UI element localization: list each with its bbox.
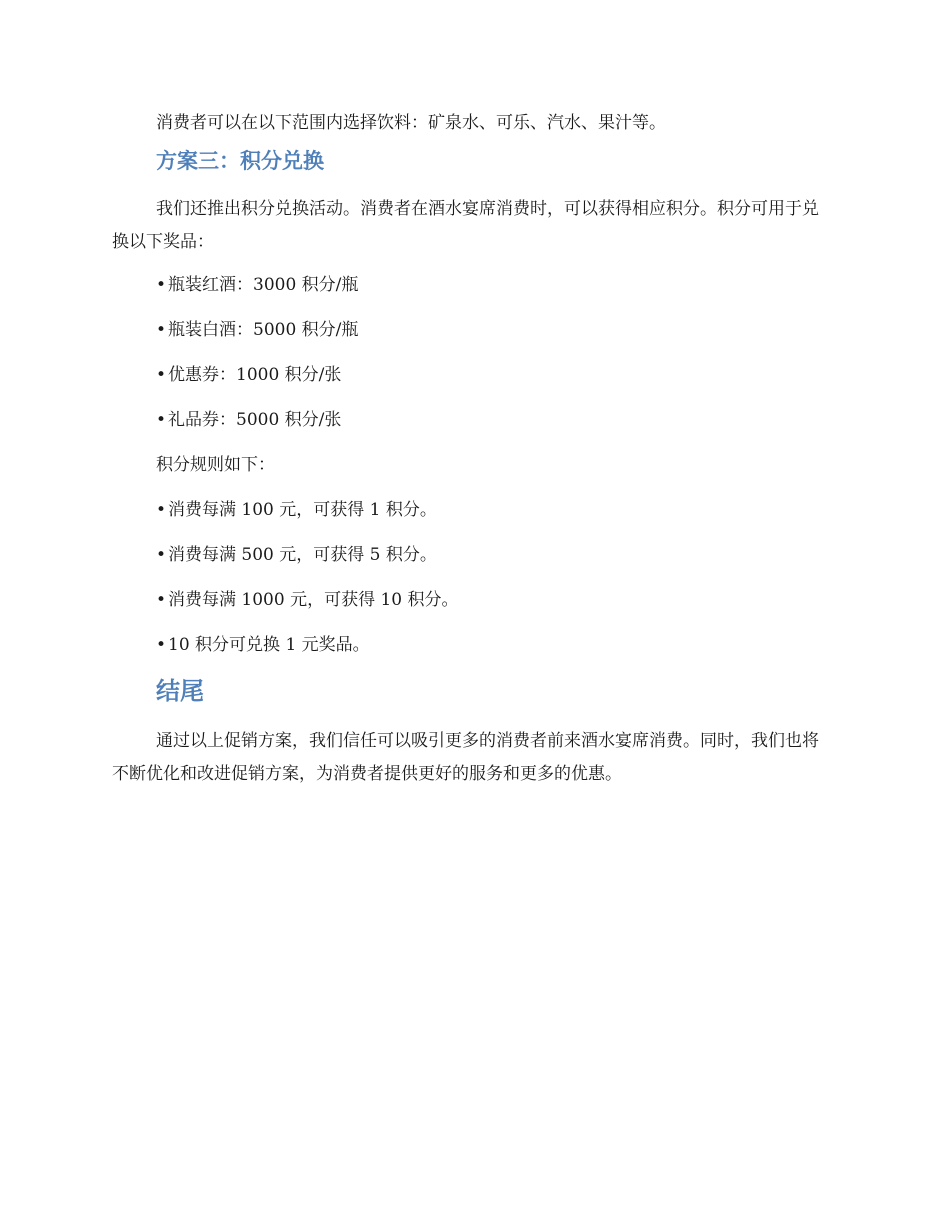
bullet-icon: •: [156, 635, 167, 655]
bullet-icon: •: [156, 500, 167, 520]
section-heading-points: 方案三：积分兑换: [156, 149, 324, 173]
drinks-paragraph: 消费者可以在以下范围内选择饮料：矿泉水、可乐、汽水、果汁等。: [156, 113, 666, 133]
rules-list: [112, 496, 828, 659]
section-heading-ending: 结尾: [156, 677, 204, 705]
bullet-icon: •: [156, 320, 167, 340]
list-item: • 礼品券：5000 积分/张: [112, 406, 828, 434]
document-page: [112, 0, 828, 791]
bullet-icon: •: [156, 545, 167, 565]
bullet-icon: •: [156, 410, 167, 430]
list-item: • 优惠券：1000 积分/张: [112, 361, 828, 389]
bullet-icon: •: [156, 590, 167, 610]
ending-paragraph: 通过以上促销方案，我们信任可以吸引更多的消费者前来酒水宴席消费。同时，我们也将不断优化和改进促销方案，为消费者提供更好的服务和更多的优惠。: [112, 731, 819, 784]
list-item: • 10 积分可兑换 1 元奖品。: [112, 631, 828, 659]
list-item: • 瓶装红酒：3000 积分/瓶: [112, 271, 828, 299]
rules-intro: 积分规则如下：: [156, 455, 275, 475]
list-item: • 消费每满 1000 元，可获得 10 积分。: [112, 586, 828, 614]
list-item: • 瓶装白酒：5000 积分/瓶: [112, 316, 828, 344]
rewards-list: [112, 271, 828, 434]
list-item: • 消费每满 500 元，可获得 5 积分。: [112, 541, 828, 569]
list-item: • 消费每满 100 元，可获得 1 积分。: [112, 496, 828, 524]
points-paragraph: 我们还推出积分兑换活动。消费者在酒水宴席消费时，可以获得相应积分。积分可用于兑换以下奖品：: [112, 199, 819, 252]
bullet-icon: •: [156, 275, 167, 295]
bullet-icon: •: [156, 365, 167, 385]
